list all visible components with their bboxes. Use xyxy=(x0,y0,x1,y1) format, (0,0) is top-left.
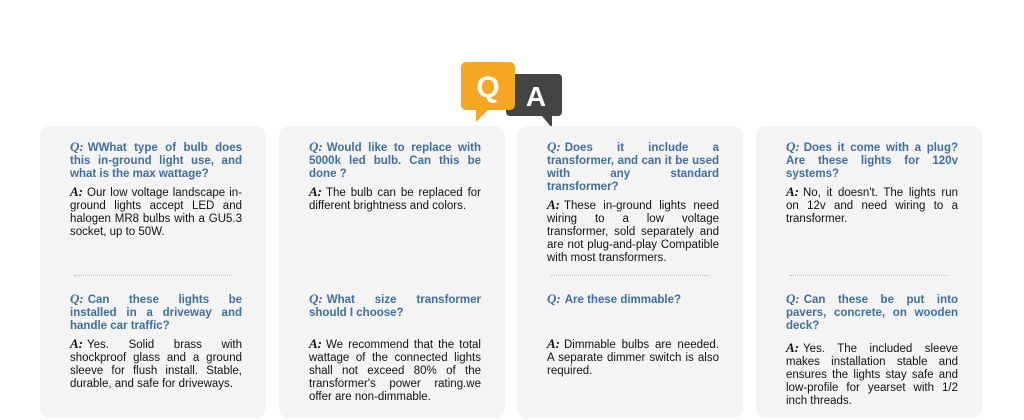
faq-question: Q: Does it come with a plug? Are these lights for 120v systems? xyxy=(786,139,958,180)
faq-card xyxy=(279,126,505,418)
faq-item xyxy=(70,140,242,239)
faq-item xyxy=(547,140,719,265)
faq-answer: A: Yes. The included sleeve makes installation stable and ensures the lights stay safe and low-profile for yearset with 1/2 inch threads. xyxy=(786,340,958,407)
faq-question: Q: Would like to replace with 5000k led bulb. Can this be done ? xyxy=(309,139,481,180)
faq-card xyxy=(40,126,266,418)
faq-item xyxy=(309,140,481,213)
q-letter: Q xyxy=(476,71,500,104)
faq-question: Q: Can these lights be installed in a driveway and handle car traffic? xyxy=(70,291,242,332)
divider xyxy=(790,275,948,276)
faq-answer: A: Our low voltage landscape in-ground lights accept LED and halogen MR8 bulbs with a GU5.3 socket, up to 50W. xyxy=(70,184,242,238)
a-letter: A xyxy=(525,81,547,112)
divider xyxy=(74,275,232,276)
faq-question: Q: Does it include a transformer, and can it be used with any standard transformer? xyxy=(547,139,719,193)
faq-answer: A: Dimmable bulbs are needed. A separate dimmer switch is also required. xyxy=(547,336,719,377)
faq-answer: A: Yes. Solid brass with shockproof glass and a ground sleeve for flush install. Stable, durable, and safe for driveways. xyxy=(70,336,242,390)
faq-question: Q: What size transformer should I choose? xyxy=(309,291,481,319)
faq-answer: A: These in-ground lights need wiring to a low voltage transformer, sold separately and are not plug-and-play Compatible with most transformers. xyxy=(547,197,719,264)
faq-item xyxy=(786,140,958,226)
faq-card xyxy=(756,126,982,418)
faq-item xyxy=(70,292,242,391)
divider xyxy=(551,275,709,276)
faq-question: Q: WWhat type of bulb does this in-ground light use, and what is the max wattage? xyxy=(70,139,242,180)
faq-answer: A: We recommend that the total wattage of the connected lights shall not exceed 80% of the transformer's power rating.we offer are non-dimmable. xyxy=(309,336,481,403)
qa-chat-bubbles-icon xyxy=(460,60,564,130)
faq-card xyxy=(517,126,743,418)
faq-answer: A: No, it doesn't. The lights run on 12v and need wiring to a transformer. xyxy=(786,184,958,225)
faq-question: Q: Can these be put into pavers, concrete, on wooden deck? xyxy=(786,291,958,332)
faq-answer: A: The bulb can be replaced for different brightness and colors. xyxy=(309,184,481,212)
faq-item xyxy=(547,292,719,378)
faq-item xyxy=(309,292,481,404)
faq-item xyxy=(786,292,958,408)
faq-cards xyxy=(40,126,982,418)
faq-question: Q: Are these dimmable? xyxy=(547,291,682,306)
